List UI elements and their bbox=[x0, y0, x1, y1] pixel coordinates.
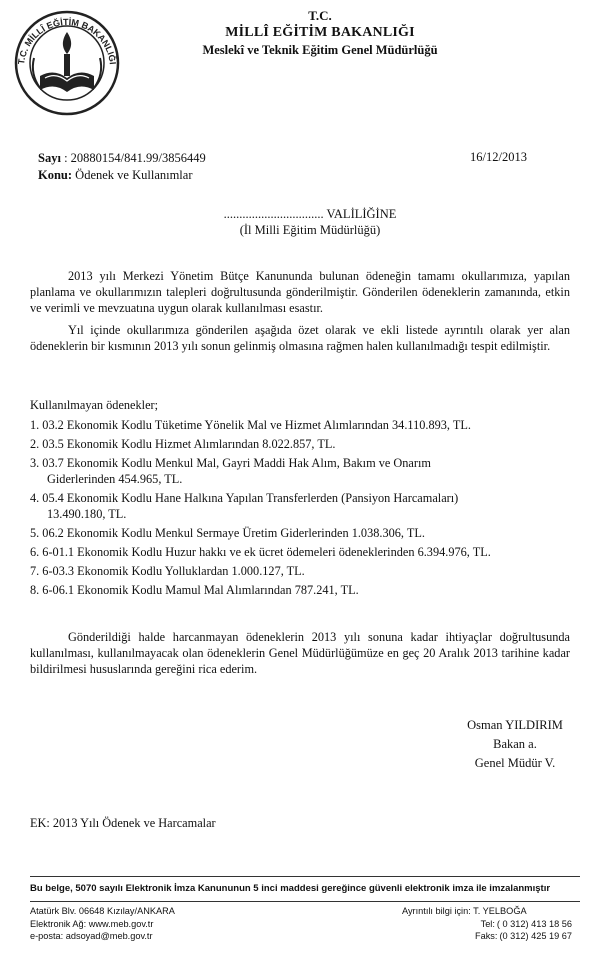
footer-divider-bottom bbox=[30, 901, 580, 902]
document-date: 16/12/2013 bbox=[470, 150, 527, 164]
fax-value: (0 312) 425 19 67 bbox=[499, 931, 572, 941]
letterhead-tc: T.C. bbox=[308, 8, 332, 23]
recipient bbox=[190, 206, 430, 238]
paragraph-2: Yıl içinde okullarımıza gönderilen aşağıda özet olarak ve ekli listede ayrıntılı olarak yer alan ödeneklerin bir kısmının 2013 yılı sonun gelinmiş olmasına rağmen halen kullanılmadığı tespit edilmiştir. bbox=[30, 323, 570, 353]
tel-label: Tel: bbox=[480, 918, 495, 929]
footer-address: Atatürk Blv. 06648 Kızılay/ANKARA bbox=[30, 906, 175, 916]
fax-label: Faks: bbox=[474, 931, 498, 941]
letterhead-directorate: Meslekî ve Teknik Eğitim Genel Müdürlüğü bbox=[202, 43, 438, 57]
list-item: 3. 03.7 Ekonomik Kodlu Menkul Mal, Gayri Maddi Hak Alım, Bakım ve Onarım Giderlerinden 454.965, TL. bbox=[30, 456, 431, 486]
signatory-title2: Genel Müdür V. bbox=[474, 756, 556, 770]
recipient-line1: ................................ VALİLİĞİNE bbox=[223, 207, 397, 221]
footer-contact: Ayrıntılı bilgi için: T. YELBOĞA bbox=[402, 906, 527, 916]
letterhead-ministry: MİLLÎ EĞİTİM BAKANLIĞI bbox=[225, 25, 415, 40]
ministry-logo bbox=[12, 8, 122, 118]
footer-email: e-posta: adsoyad@meb.gov.tr bbox=[30, 931, 153, 941]
footer-address-block bbox=[30, 905, 175, 943]
list-item: 8. 6-06.1 Ekonomik Kodlu Mamul Mal Alımlarından 787.241, TL. bbox=[30, 583, 359, 597]
svg-text:T.C. MİLLÎ EĞİTİM BAKANLIĞI: T.C. MİLLÎ EĞİTİM BAKANLIĞI bbox=[16, 16, 118, 65]
list-item: 7. 6-03.3 Ekonomik Kodlu Yolluklardan 1.000.127, TL. bbox=[30, 564, 305, 578]
letterhead bbox=[150, 8, 490, 59]
list-item: 4. 05.4 Ekonomik Kodlu Hane Halkına Yapılan Transferlerden (Pansiyon Harcamaları) 13.490.180, TL. bbox=[30, 491, 459, 521]
signatory-name: Osman YILDIRIM bbox=[467, 718, 563, 732]
list-item: 1. 03.2 Ekonomik Kodlu Tüketime Yönelik Mal ve Hizmet Alımlarından 34.110.893, TL. bbox=[30, 418, 471, 432]
paragraph-1: 2013 yılı Merkezi Yönetim Bütçe Kanununda bulunan ödeneğin tamamı okullarımıza, yapılan planlama ve okullarımızın talepleri doğrultusunda gönderilmiştir. Gönderilen ödeneklerin zamanında, etkin ve verimli ve mevzuatına uygun olarak kullanılması esastır. bbox=[30, 269, 570, 315]
footer-divider-top bbox=[30, 876, 580, 877]
list-item: 5. 06.2 Ekonomik Kodlu Menkul Sermaye Üretim Giderlerinden 1.038.306, TL. bbox=[30, 526, 425, 540]
recipient-line2: (İl Milli Eğitim Müdürlüğü) bbox=[239, 223, 381, 237]
sayi-label: Sayı bbox=[38, 151, 61, 165]
attachment-note: EK: 2013 Yılı Ödenek ve Harcamalar bbox=[30, 816, 216, 830]
signatory-title1: Bakan a. bbox=[493, 737, 537, 751]
unused-allocations-list bbox=[30, 417, 580, 601]
footer-contact-block bbox=[402, 905, 572, 943]
signature-block bbox=[440, 716, 590, 773]
footer-web: Elektronik Ağ: www.meb.gov.tr bbox=[30, 918, 154, 929]
list-item: 6. 6-01.1 Ekonomik Kodlu Huzur hakkı ve ek ücret ödemeleri ödeneklerinden 6.394.976, TL. bbox=[30, 545, 491, 559]
e-signature-notice: Bu belge, 5070 sayılı Elektronik İmza Kanununun 5 inci maddesi gereğince güvenli elektronik imza ile imzalanmıştır bbox=[30, 883, 551, 894]
paragraph-3: Gönderildiği halde harcanmayan ödeneklerin 2013 yılı sonuna kadar ihtiyaçlar doğrultusunda kullanılması, kullanılmayacak olan ödeneklerin Genel Müdürlüğümüze en geç 20 Aralık 2013 tarihine kadar bildirilmesi hususlarında gereğini rica ederim. bbox=[30, 630, 570, 676]
list-heading: Kullanılmayan ödenekler; bbox=[30, 398, 159, 412]
list-item: 2. 03.5 Ekonomik Kodlu Hizmet Alımlarından 8.022.857, TL. bbox=[30, 437, 336, 451]
konu-label: Konu: bbox=[38, 168, 73, 182]
document-meta bbox=[38, 150, 206, 184]
tel-value: ( 0 312) 413 18 56 bbox=[496, 918, 572, 929]
sayi-value: : 20880154/841.99/3856449 bbox=[64, 151, 206, 165]
konu-value: Ödenek ve Kullanımlar bbox=[75, 168, 193, 182]
